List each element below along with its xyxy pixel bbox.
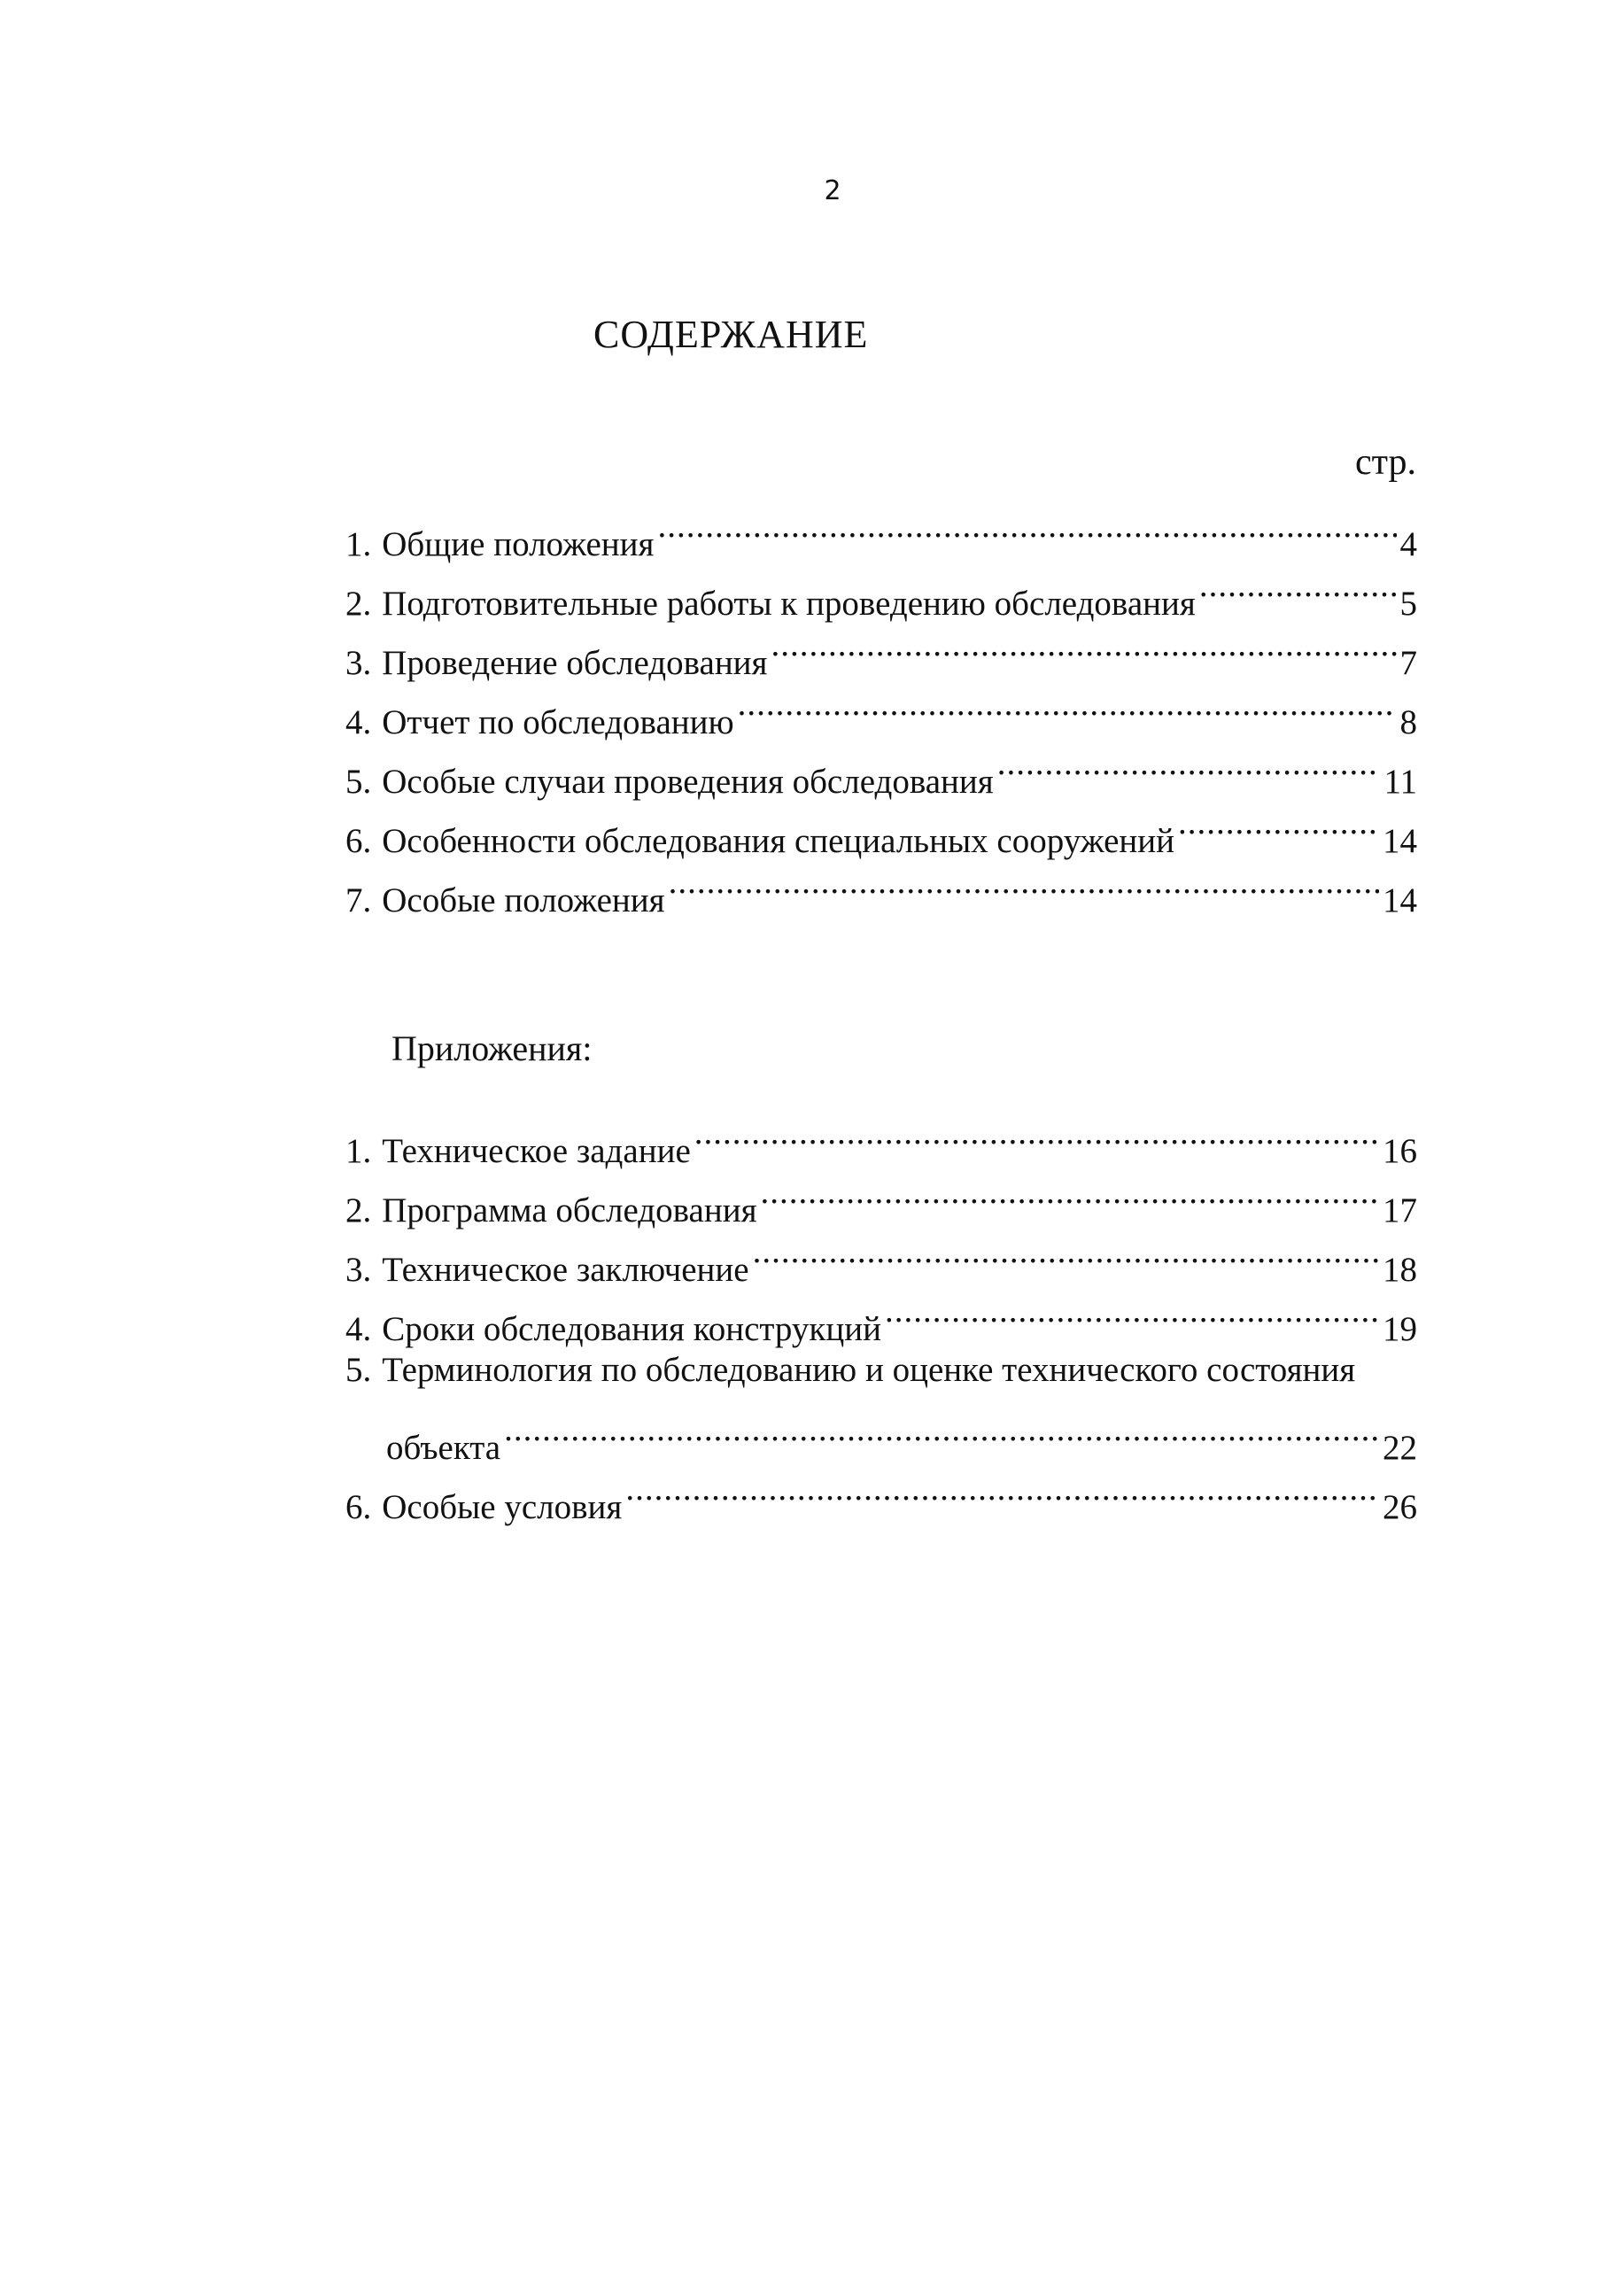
toc-entry-title: Особые положения xyxy=(382,881,665,919)
toc-entry-number: 2. xyxy=(345,585,372,623)
toc-leader-dots xyxy=(1178,793,1379,852)
appendix-entry-title: Терминология по обследованию и оценке технического состояния xyxy=(382,1351,1356,1389)
toc-leader-dots xyxy=(658,496,1397,555)
toc-entry-title: Проведение обследования xyxy=(382,644,768,682)
toc-entry-title: Подготовительные работы к проведению обследования xyxy=(382,585,1196,623)
toc-entry-title: Особые случаи проведения обследования xyxy=(382,763,994,801)
appendix-entry-page: 19 xyxy=(1383,1310,1417,1348)
toc-entry-number: 4. xyxy=(345,703,372,741)
appendix-entry-page: 18 xyxy=(1383,1251,1417,1289)
toc-leader-dots xyxy=(997,733,1381,793)
toc-leader-dots xyxy=(761,1162,1379,1222)
appendix-entry-page: 26 xyxy=(1383,1488,1417,1526)
appendix-list xyxy=(345,1103,1417,1526)
toc-leader-dots xyxy=(669,852,1379,911)
appendix-entry-title: Программа обследования xyxy=(382,1191,757,1229)
toc-leader-dots xyxy=(1199,555,1397,615)
appendix-entry-title: Особые условия xyxy=(382,1488,623,1526)
toc-leader-dots xyxy=(753,1222,1379,1281)
page-title: СОДЕРЖАНИЕ xyxy=(593,313,869,356)
appendix-entry-number: 1. xyxy=(345,1132,372,1170)
toc-entry-number: 1. xyxy=(345,525,372,563)
appendix-entry-page: 22 xyxy=(1383,1429,1417,1467)
appendix-entry-title: Сроки обследования конструкций xyxy=(382,1310,881,1348)
toc-entry-page: 4 xyxy=(1399,525,1417,563)
appendix-entry-title: Техническое заключение xyxy=(382,1251,749,1289)
toc-entry-page: 11 xyxy=(1383,763,1417,801)
table-of-contents xyxy=(345,496,1417,919)
appendix-entry-number: 4. xyxy=(345,1310,372,1348)
toc-entry-number: 5. xyxy=(345,763,372,801)
appendix-entry-page: 16 xyxy=(1383,1132,1417,1170)
toc-entry-page: 5 xyxy=(1399,585,1417,623)
toc-leader-dots xyxy=(694,1103,1379,1162)
appendix-entry-page: 17 xyxy=(1383,1191,1417,1229)
appendix-entry xyxy=(345,1340,1417,1400)
appendix-entry-title-continuation: объекта xyxy=(386,1429,501,1467)
toc-leader-dots xyxy=(504,1400,1379,1459)
toc-leader-dots xyxy=(885,1281,1379,1340)
page-number: 2 xyxy=(824,175,841,206)
appendix-entry xyxy=(345,1459,1417,1526)
toc-entry-title: Общие положения xyxy=(382,525,655,563)
appendix-entry-continuation xyxy=(345,1400,1417,1467)
appendix-entry-number: 6. xyxy=(345,1488,372,1526)
toc-entry-title: Особенности обследования специальных сооружений xyxy=(382,822,1175,860)
appendix-entry-title: Техническое задание xyxy=(382,1132,691,1170)
appendix-entry xyxy=(345,1103,1417,1170)
appendix-heading: Приложения: xyxy=(391,1028,593,1068)
toc-entry-title: Отчет по обследованию xyxy=(382,703,734,741)
toc-leader-dots xyxy=(771,615,1397,674)
toc-entry xyxy=(345,496,1417,563)
page-column-label: стр. xyxy=(1355,442,1417,483)
appendix-entry-number: 3. xyxy=(345,1251,372,1289)
toc-entry-page: 14 xyxy=(1383,822,1417,860)
toc-leader-dots xyxy=(738,674,1397,733)
toc-entry-number: 3. xyxy=(345,644,372,682)
toc-entry-number: 6. xyxy=(345,822,372,860)
toc-leader-dots xyxy=(625,1459,1379,1518)
toc-entry-page: 8 xyxy=(1399,703,1417,741)
appendix-entry-number: 2. xyxy=(345,1191,372,1229)
toc-entry-page: 14 xyxy=(1383,881,1417,919)
toc-entry-number: 7. xyxy=(345,881,372,919)
appendix-entry-number: 5. xyxy=(345,1351,372,1389)
toc-entry-page: 7 xyxy=(1399,644,1417,682)
